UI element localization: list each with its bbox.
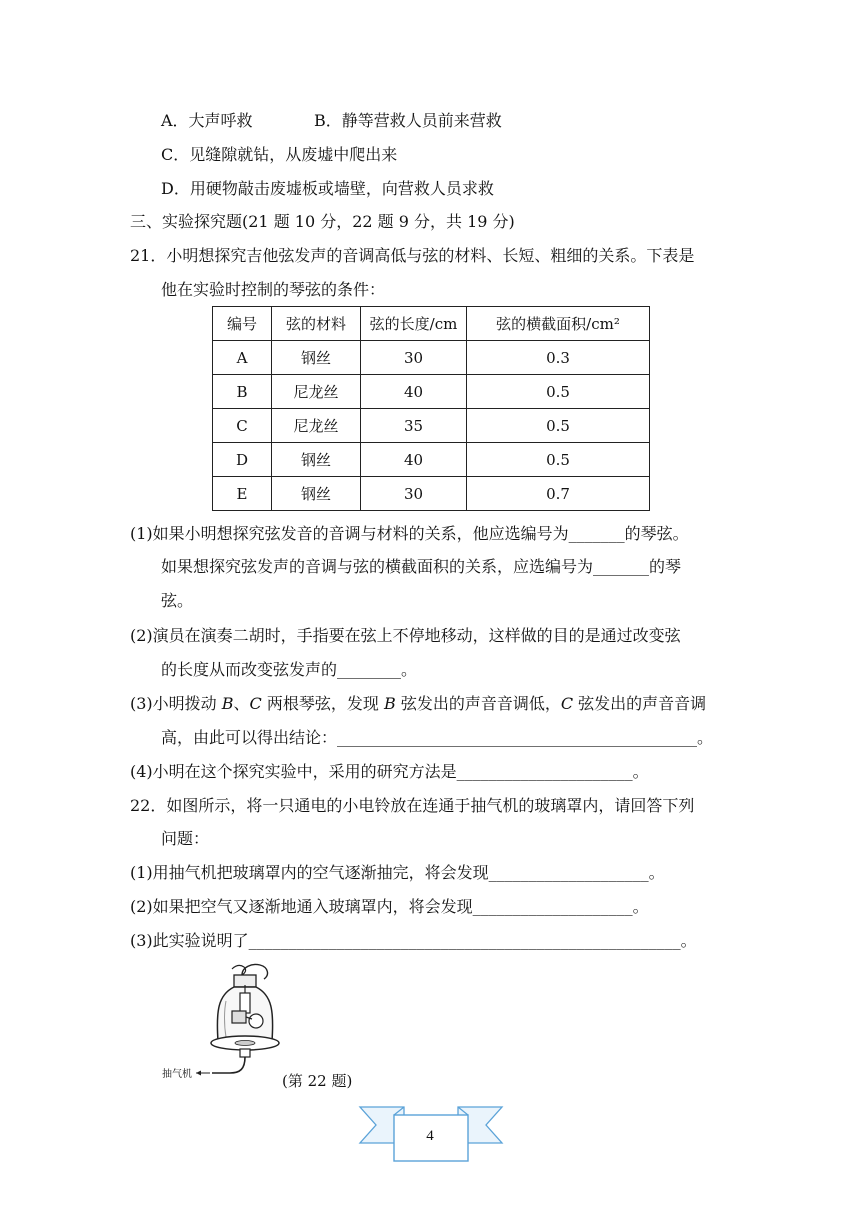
table-cell: 钢丝 <box>272 341 361 375</box>
text-run: 、 <box>233 694 250 713</box>
q21-part4: (4)小明在这个探究实验中，采用的研究方法是______________________。 <box>130 762 649 781</box>
table-cell: C <box>213 409 272 443</box>
option-c: C．见缝隙就钻，从废墟中爬出来 <box>161 145 398 164</box>
pump-label: 抽气机 <box>162 1069 192 1080</box>
q21-part1-line2: 如果想探究弦发声的音调与弦的横截面积的关系，应选编号为_______的琴 <box>161 557 682 576</box>
table-row <box>213 375 650 409</box>
table-cell: 40 <box>361 375 467 409</box>
q22-part2: (2)如果把空气又逐渐地通入玻璃罩内，将会发现____________________。 <box>130 897 649 916</box>
text-run: (3)小明拨动 <box>130 694 222 713</box>
q21-part2-line2: 的长度从而改变弦发声的________。 <box>161 660 418 679</box>
table-header: 编号 <box>213 307 272 341</box>
table-cell: E <box>213 477 272 511</box>
figure-caption: (第 22 题) <box>282 1072 353 1090</box>
option-a: A．大声呼救 <box>161 111 253 130</box>
option-b: B．静等营救人员前来营救 <box>314 111 502 130</box>
table-cell: 40 <box>361 443 467 477</box>
text-run: 弦发出的声音音调 <box>573 694 707 713</box>
q21-stem-line2: 他在实验时控制的琴弦的条件： <box>161 280 386 299</box>
q22-part3: (3)此实验说明了______________________________________________________。 <box>130 931 697 950</box>
q21-part3-line1 <box>130 694 706 714</box>
text-run: 两根琴弦，发现 <box>261 694 384 713</box>
table-cell: 0.7 <box>467 477 650 511</box>
table-cell: 钢丝 <box>272 443 361 477</box>
table-header: 弦的长度/cm <box>361 307 467 341</box>
table-header: 弦的材料 <box>272 307 361 341</box>
table-cell: 尼龙丝 <box>272 375 361 409</box>
table-cell: 0.5 <box>467 375 650 409</box>
strings-table <box>212 306 650 511</box>
table-header: 弦的横截面积/cm² <box>467 307 650 341</box>
option-d: D．用硬物敲击废墟板或墙壁，向营救人员求救 <box>161 179 494 198</box>
table-cell: 0.3 <box>467 341 650 375</box>
q22-stem-line2: 问题： <box>161 829 210 848</box>
table-cell: 0.5 <box>467 409 650 443</box>
table-cell: 0.5 <box>467 443 650 477</box>
table-cell: 30 <box>361 341 467 375</box>
text-run: C <box>560 694 574 713</box>
q21-stem-line1: 21．小明想探究吉他弦发声的音调高低与弦的材料、长短、粗细的关系。下表是 <box>130 246 695 265</box>
table-cell: 35 <box>361 409 467 443</box>
section-title: 三、实验探究题(21 题 10 分，22 题 9 分，共 19 分) <box>130 212 515 231</box>
table-row <box>213 443 650 477</box>
bell-jar-figure <box>160 955 300 1085</box>
text-run: C <box>249 694 262 713</box>
table-row <box>213 341 650 375</box>
table-cell: 钢丝 <box>272 477 361 511</box>
text-run: B <box>221 694 234 713</box>
q22-stem-line1: 22．如图所示，将一只通电的小电铃放在连通于抽气机的玻璃罩内，请回答下列 <box>130 796 695 815</box>
table-cell: A <box>213 341 272 375</box>
table-cell: D <box>213 443 272 477</box>
q21-part1-line1: (1)如果小明想探究弦发音的音调与材料的关系，他应选编号为_______的琴弦。 <box>130 524 689 543</box>
table-cell: 尼龙丝 <box>272 409 361 443</box>
table-row <box>213 409 650 443</box>
q21-part3-line2: 高，由此可以得出结论：_____________________________________________。 <box>161 728 714 747</box>
text-run: B <box>383 694 396 713</box>
q21-part1-line3: 弦。 <box>161 591 194 610</box>
q22-part1: (1)用抽气机把玻璃罩内的空气逐渐抽完，将会发现____________________。 <box>130 863 665 882</box>
text-run: 弦发出的声音音调低， <box>395 694 561 713</box>
table-cell: B <box>213 375 272 409</box>
table-cell: 30 <box>361 477 467 511</box>
page-number: 4 <box>426 1128 434 1144</box>
q21-part2-line1: (2)演员在演奏二胡时，手指要在弦上不停地移动，这样做的目的是通过改变弦 <box>130 626 681 645</box>
table-row <box>213 477 650 511</box>
table-header-row <box>213 307 650 341</box>
